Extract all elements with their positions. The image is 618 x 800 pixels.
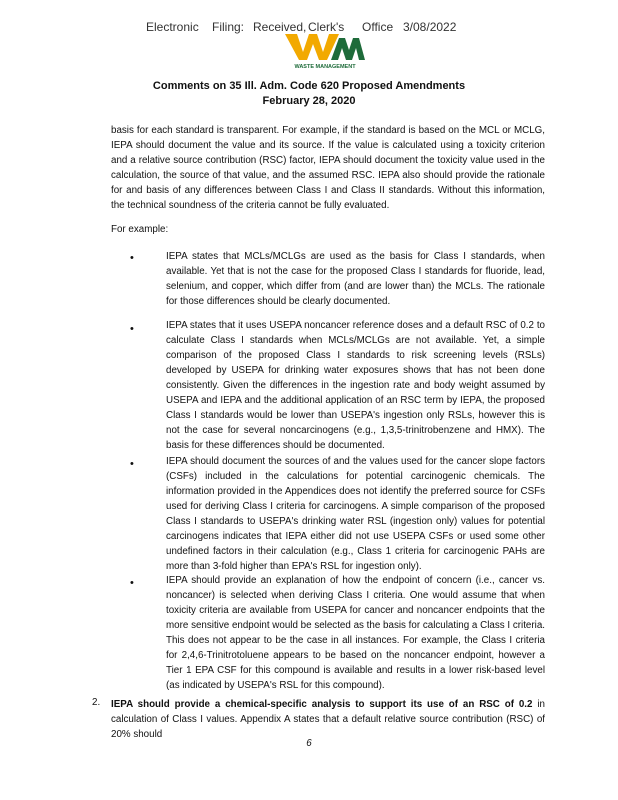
bullet-icon: • [130, 252, 134, 264]
numbered-item [111, 697, 545, 742]
bullet-item: IEPA states that it uses USEPA noncancer reference doses and a default RSC of 0.2 to calculate Class I standards when MCLs/MCLGs are not available. Yet, a simple comparison of the proposed Class I standards to risk screening levels (RSLs) developed by USEPA for drinking water exposures shows that has not been done consistently. Given the differences in the ingestion rate and body weight assumed by USEPA and IEPA and the additional application of an RSC term by IEPA, the proposed Class I standards would be lower than USEPA's ingestion only RSLs, however this is not the case for several noncarcinogens (e.g., 1,3,5-trinitrobenzene and HMX). The basis for these differences should be documented. [166, 320, 545, 451]
document-title: Comments on 35 Ill. Adm. Code 620 Proposed Amendments [152, 80, 466, 92]
bullet-item: IEPA states that MCLs/MCLGs are used as the basis for Class I standards, when available. Yet that is not the case for the proposed Class I standards for fluoride, lead, selenium, and copper, which differ from (and are lower than) the MCLs. The rationale for those differences should be clearly documented. [166, 251, 545, 307]
bullet-item: IEPA should document the sources of and the values used for the cancer slope factors (CSFs) included in the calculations for potential carcinogenic chemicals. The information provided in the Appendices does not identify the preferred source for CSFs used for deriving Class I criteria for carcinogens. A simple comparison of the proposed Class I standards to USEPA's drinking water RSL (ingestion only) values for potential carcinogens indicates that IEPA either did not use USEPA CSFs or used some other undefined factors in their calculation (e.g., Class 1 criteria for carcinogenic PAHs are more than 3-fold higher than EPA's RSL for ingestion only). [166, 456, 545, 572]
bullet-icon: • [130, 577, 134, 589]
bullet-item: IEPA should provide an explanation of how the endpoint of concern (i.e., cancer vs. noncancer) is selected when deriving Class I criteria. One would assume that when toxicity criteria are available from USEPA for cancer and noncancer endpoints that the more sensitive endpoint would be selected as the basis for calculating a Class I criteria. This does not appear to be the case in all instances. For example, the Class I criteria for 2,4,6-Trinitrotoluene appears to be based on the noncancer endpoint, however a Tier 1 EPA CSF for this compound is available and results in a lower risk-based level (as indicated by USEPA's RSL for this compound). [166, 575, 545, 691]
intro-paragraph: basis for each standard is transparent. For example, if the standard is based on the MCL or MCLG, IEPA should document the value and its source. If the value is calculated using a toxicity criterion and a relative source contribution (RSC) factor, IEPA should document the toxicity value used in the calculation, the source of that value, and the assumed RSC. IEPA also should provide the rationale for and basis of any differences between Class I and Class II standards. Without this information, the technical soundness of the criteria cannot be fully evaluated. [111, 125, 545, 211]
stamp-word: 3/08/2022 [403, 20, 457, 34]
waste-management-logo-icon [283, 30, 367, 70]
stamp-word: Office [362, 20, 394, 34]
stamp-word: Electronic [146, 20, 199, 34]
for-example-label: For example: [111, 224, 169, 235]
numbered-item-text: in calculation of Class I values. Appendix A states that a default relative source contribution (RSC) of 20% should [111, 699, 545, 740]
bullet-icon: • [130, 323, 134, 335]
logo-tagline: WASTE MANAGEMENT [294, 64, 356, 70]
item-number: 2. [92, 697, 101, 708]
page-number: 6 [306, 738, 312, 749]
document-date: February 28, 2020 [262, 95, 356, 107]
stamp-word: Clerk's [308, 20, 345, 34]
bullet-icon: • [130, 458, 134, 470]
numbered-item-bold: IEPA should provide a chemical-specific analysis to support its use of an RSC of 0.2 [111, 699, 533, 710]
stamp-word: Received, [253, 20, 307, 34]
stamp-word: Filing: [212, 20, 245, 34]
